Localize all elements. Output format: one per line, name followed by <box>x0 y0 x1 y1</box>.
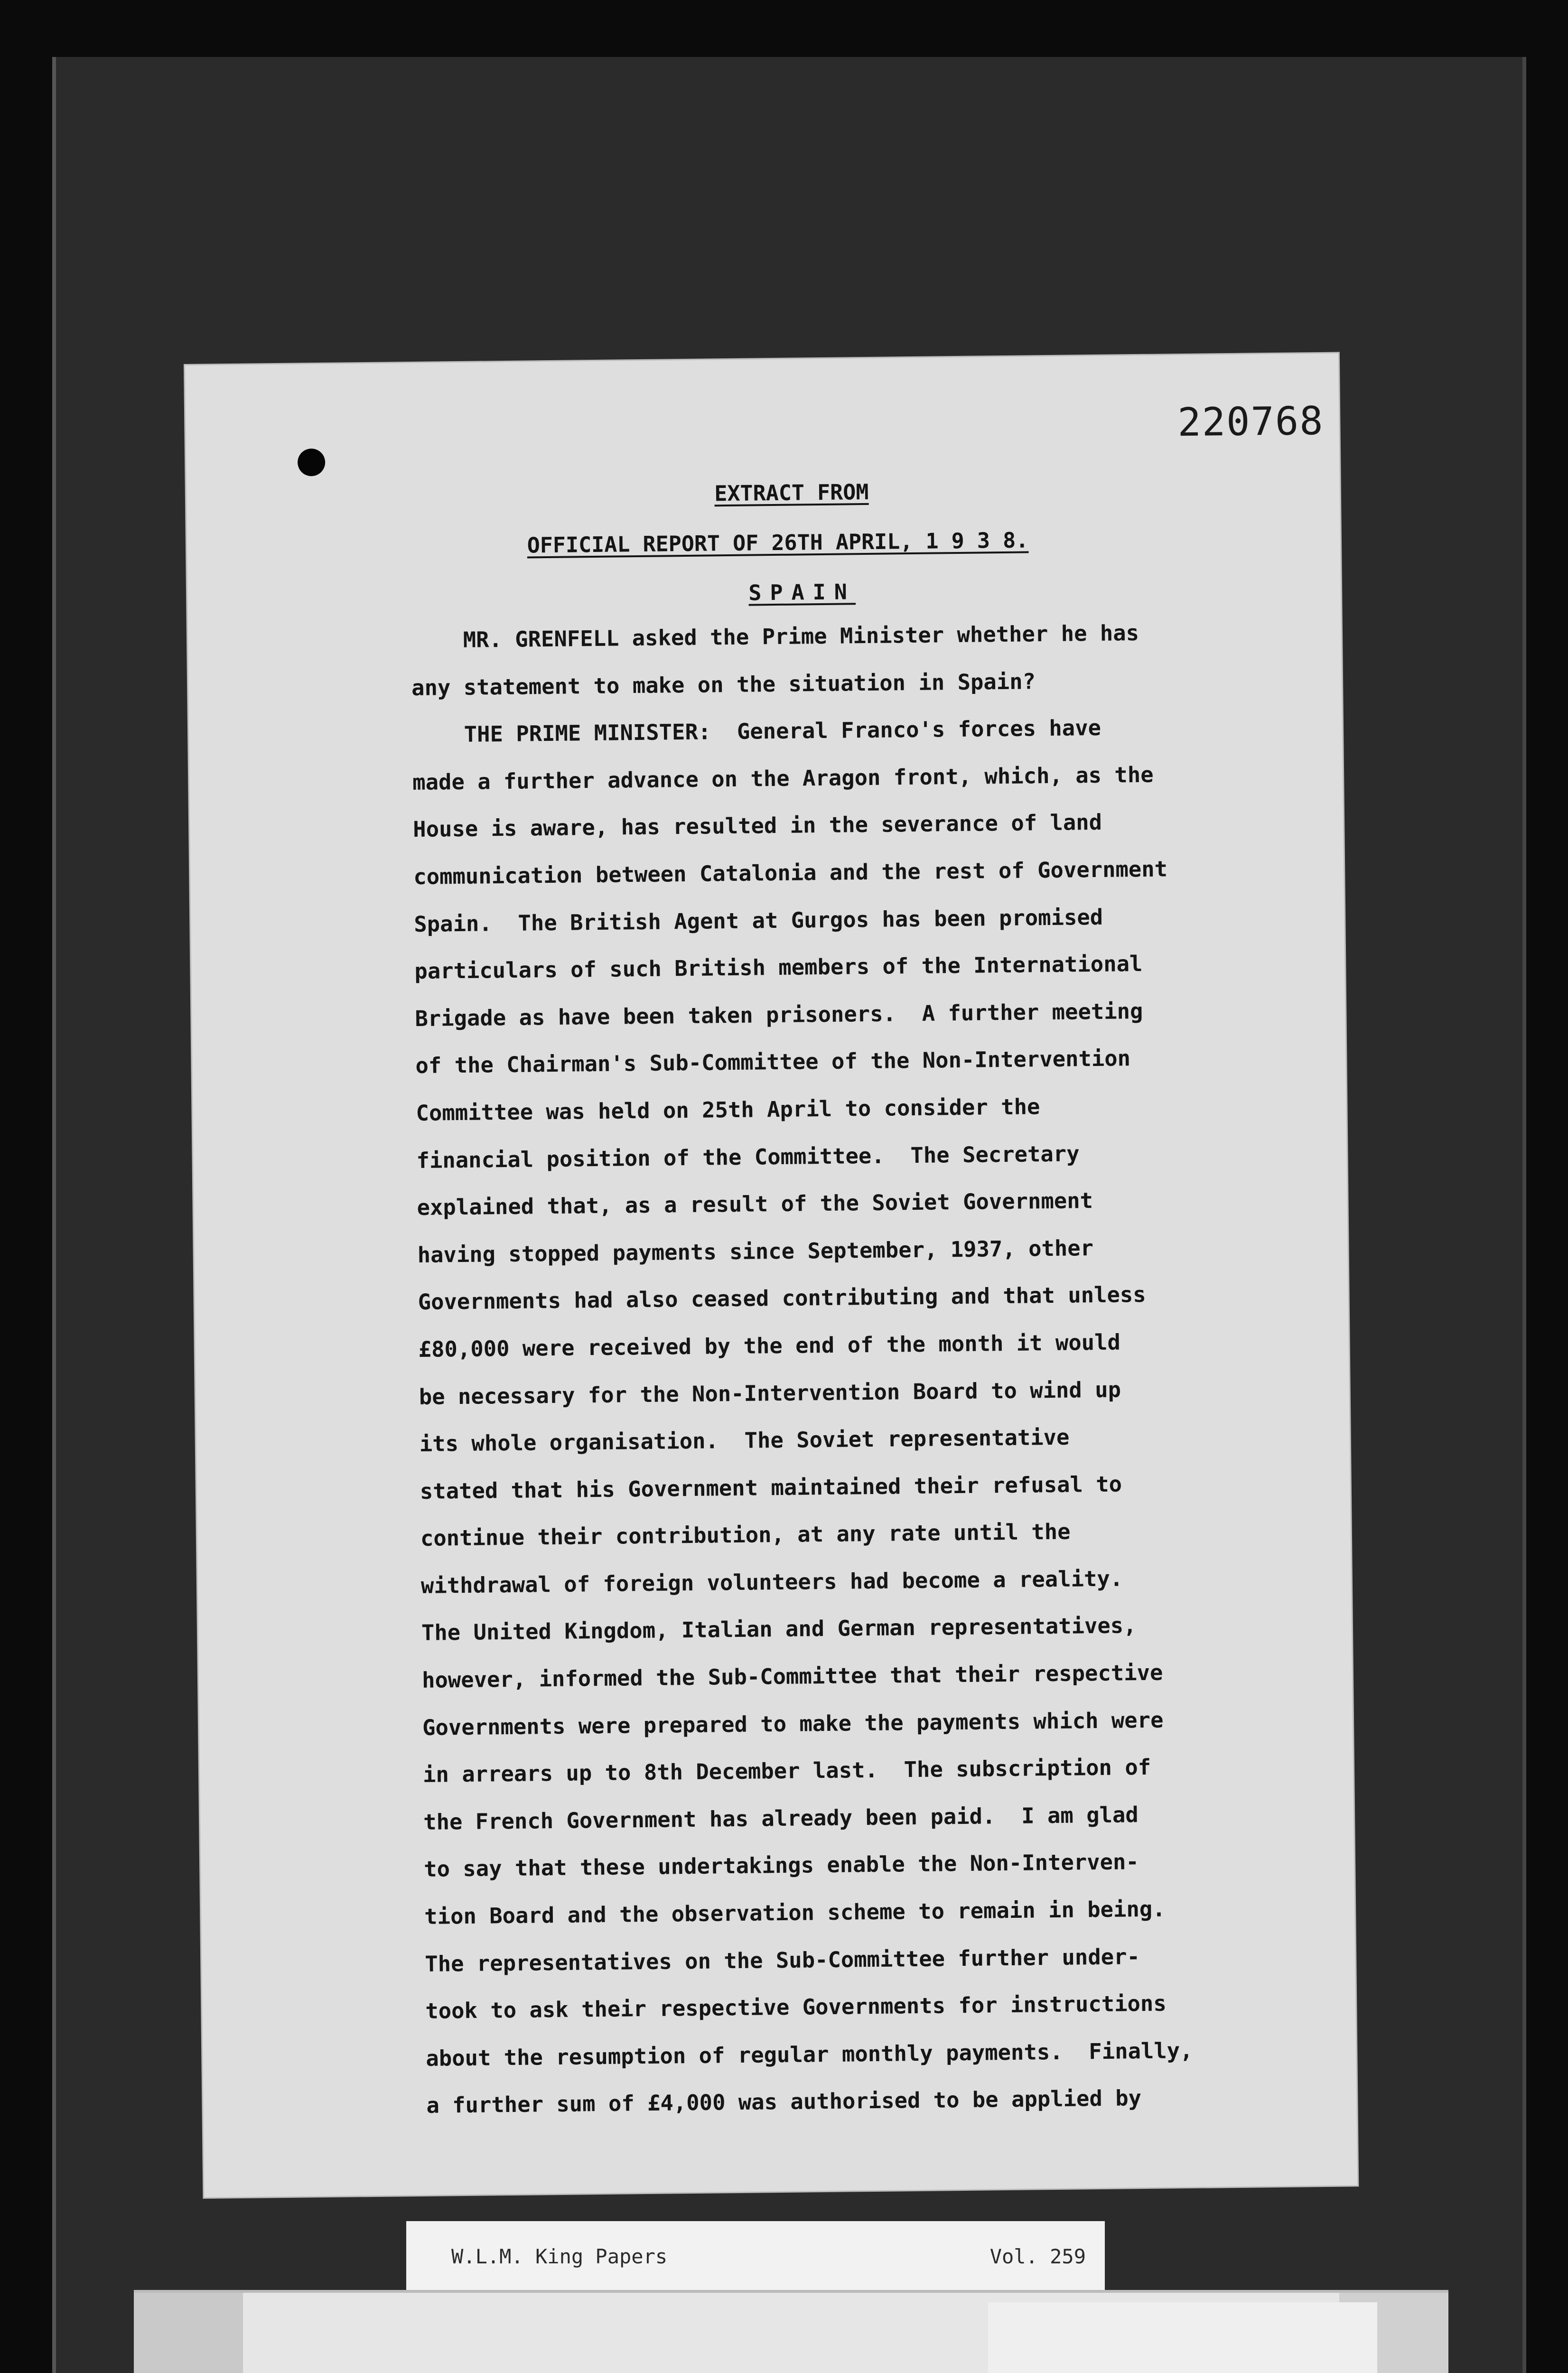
body-line: financial position of the Committee. The Secretary <box>416 1140 1080 1173</box>
body-line: of the Chairman's Sub-Committee of the Non-Intervention <box>415 1046 1131 1079</box>
body-line: however, informed the Sub-Committee that their respective <box>421 1660 1163 1693</box>
body-line: The representatives on the Sub-Committee further under- <box>425 1943 1140 1977</box>
body-line: Governments had also ceased contributing and that unless <box>418 1282 1146 1315</box>
body-line: a further sum of £4,000 was authorised to be applied by <box>426 2085 1142 2119</box>
body-line: communication between Catalonia and the rest of Government <box>413 856 1168 889</box>
body-line: particulars of such British members of the International <box>414 951 1143 984</box>
heading-report: OFFICIAL REPORT OF 26TH APRIL, 1 9 3 8. <box>527 527 1029 558</box>
body-line: any statement to make on the situation in Spain? <box>411 668 1036 701</box>
body-line: Committee was held on 25th April to consider the <box>416 1094 1040 1126</box>
body-line: MR. GRENFELL asked the Prime Minister whether he has <box>411 620 1139 654</box>
body-line: Spain. The British Agent at Gurgos has been promised <box>414 904 1103 937</box>
body-line: in arrears up to 8th December last. The subscription of <box>422 1755 1151 1788</box>
punch-hole <box>298 448 326 476</box>
body-line: tion Board and the observation scheme to remain in being. <box>424 1896 1166 1929</box>
archive-card <box>134 2290 1448 2373</box>
heading-extract: EXTRACT FROM <box>714 479 869 506</box>
body-line: about the resumption of regular monthly payments. Finally, <box>426 2037 1193 2071</box>
card-tape <box>988 2302 1377 2373</box>
body-line: explained that, as a result of the Soviet Government <box>417 1188 1093 1221</box>
document-page <box>185 354 1357 2197</box>
document-body <box>411 607 1328 2130</box>
body-line: £80,000 were received by the end of the month it would <box>418 1329 1121 1362</box>
body-line: made a further advance on the Aragon front, which, as the <box>412 762 1154 795</box>
card-flap-left <box>134 2293 243 2373</box>
body-line: its whole organisation. The Soviet representative <box>419 1424 1070 1457</box>
body-line: THE PRIME MINISTER: General Franco's forces have <box>411 715 1101 748</box>
body-line: took to ask their respective Governments for instructions <box>425 1990 1167 2024</box>
body-line: withdrawal of foreign volunteers had become a reality. <box>420 1566 1123 1598</box>
body-line: Brigade as have been taken prisoners. A further meeting <box>415 998 1143 1031</box>
volume-number: Vol. 259 <box>989 2245 1086 2268</box>
body-line: stated that his Government maintained their refusal to <box>420 1471 1122 1504</box>
body-line: The United Kingdom, Italian and German representatives, <box>421 1613 1137 1646</box>
body-line: the French Government has already been paid. I am glad <box>423 1802 1139 1835</box>
collection-name: W.L.M. King Papers <box>451 2245 668 2268</box>
body-line: having stopped payments since September, 1937, other <box>417 1235 1094 1268</box>
body-line: House is aware, has resulted in the severance of land <box>412 810 1102 842</box>
heading-topic: SPAIN <box>748 579 856 606</box>
body-line: Governments were prepared to make the payments which were <box>422 1707 1164 1740</box>
body-line: continue their contribution, at any rate until the <box>420 1519 1071 1551</box>
document-number: 220768 <box>1177 398 1325 446</box>
body-line: to say that these undertakings enable the Non-Interven- <box>423 1849 1139 1882</box>
body-line: be necessary for the Non-Intervention Board to wind up <box>419 1376 1121 1410</box>
